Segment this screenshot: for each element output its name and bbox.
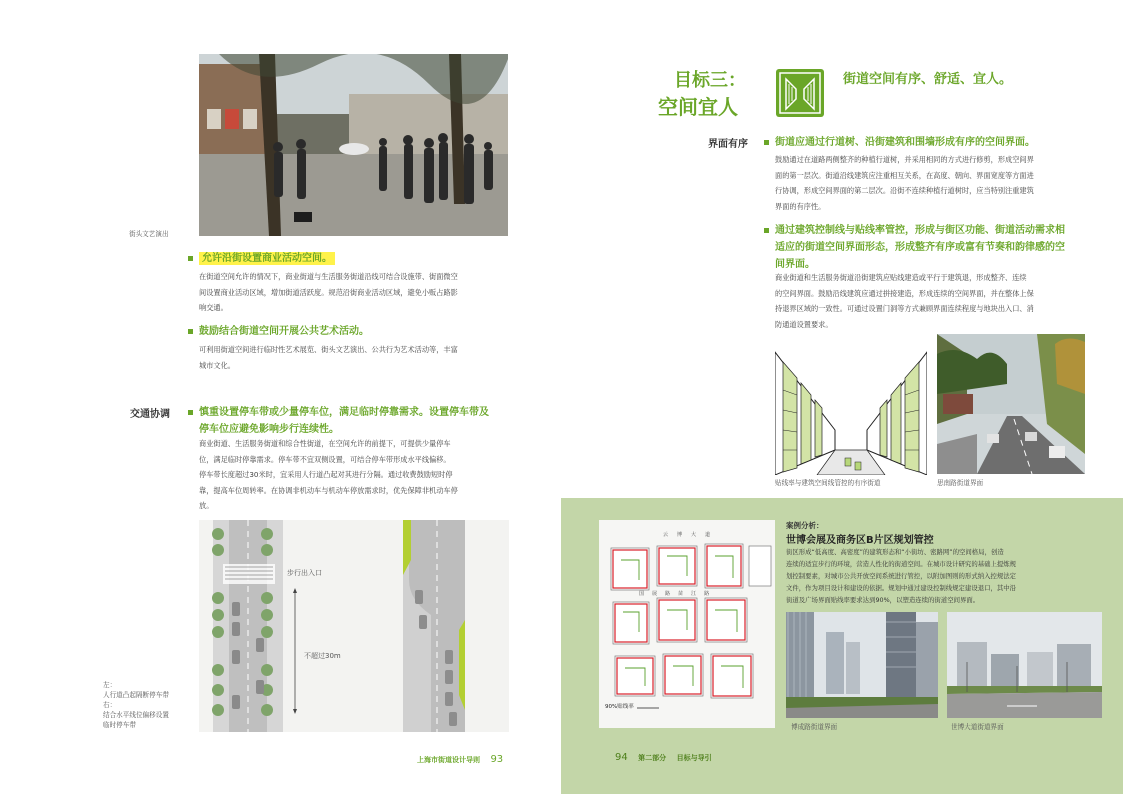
bocheng-road-photo (786, 612, 938, 718)
plan-legend-label: 90%贴线率 (605, 704, 634, 710)
bullet-square-icon (764, 140, 769, 145)
parking-diagram (199, 520, 509, 732)
interface-item2-body: 商业街道和生活服务街道沿街建筑应贴线建造或平行于建筑退，形成整齐、连续 的空间界面。鼓励沿线建筑应通过拼接建造，形成连续的空间界面，并在整体上保 持退界区域的一致性。可通过设置门洞等方式兼顾界面连续程度与地块出入口、消 防通道设置要求。 (775, 273, 1034, 329)
interface-label: 界面有序 (708, 139, 748, 150)
footer-section: 第二部分 (638, 754, 667, 762)
bullet-square-icon (188, 410, 193, 415)
plan-street-labels: 云博大道 (663, 532, 720, 538)
left-page (0, 0, 561, 794)
diagram-captions: 左： 人行道凸起隔断停车带 右： 结合水平线位偏移设置 临时停车带 (103, 681, 169, 729)
case-kicker: 案例分析： (786, 521, 824, 530)
item1-body: 在街道空间允许的情况下，商业街道与生活服务街道沿线可结合设施带、街面微空 间设置商业活动区域，增加街道活跃度。规范沿街商业活动区域，避免小贩占路影 响交通。 (199, 272, 458, 312)
expo-avenue-photo (947, 612, 1102, 718)
street-performance-photo (199, 54, 508, 236)
label-entrance: 步行出入口 (287, 569, 322, 577)
photo-caption: 街头文艺演出 (129, 230, 169, 238)
interface-item1-title: 街道应通过行道树、沿街建筑和围墙形成有序的空间界面。 (764, 134, 1035, 151)
street-perspective-icon (776, 69, 824, 117)
bullet-square-icon (764, 228, 769, 233)
plan-street-labels-mid: 国展路苗江路 (639, 591, 718, 597)
page-number: 93 (490, 754, 504, 765)
photo2-caption: 世博大道街道界面 (951, 723, 1004, 731)
goal-name: 空间宜人 (658, 95, 738, 119)
left-footer (417, 754, 503, 765)
caption-sketch: 贴线率与建筑空间线管控的有序街道 (775, 479, 881, 487)
label-length: 不超过30m (304, 652, 341, 660)
interface-item2-title: 通过建筑控制线与贴线率管控，形成与街区功能、街道活动需求相 适应的街道空间界面形态，形成整齐有序或富有节奏和韵律感的空 间界面。 (764, 222, 1094, 273)
footer-title: 上海市街道设计导则 (417, 756, 480, 764)
traffic-label: 交通协调 (130, 409, 170, 420)
photo1-caption: 博成路街道界面 (791, 723, 838, 731)
case-body: 街区形成“低高度、高密度”的建筑形态和“小街坊、密路网”的空间格局，创造 连续的适宜步行的环境，营造人性化的街道空间。在城市设计研究的基础上提炼规 划控制要素，对城市公共开放空间系统进行管控，以附加图则的形式纳入控规法定 文件，作为项目设计和建设的依据。规划中通过建设控制线规定建设退口，其中沿 街道及广场界面贴线率要求达到90%，以塑造连续的街道空间界面。 (786, 548, 1017, 604)
case-title: 世博会展及商务区B片区规划管控 (786, 535, 934, 546)
sinan-road-photo (937, 334, 1085, 474)
traffic-title: 慎重设置停车带或少量停车位，满足临时停靠需求。设置停车带及 停车位应避免影响步行连续性。 (188, 404, 508, 438)
page-number-right: 94 (615, 752, 628, 763)
ordered-street-sketch (775, 350, 927, 475)
bullet-square-icon (188, 256, 193, 261)
caption-street: 思南路街道界面 (937, 479, 984, 487)
interface-item1-body: 鼓励通过在道路两侧整齐的种植行道树，并采用相同的方式进行修剪，形成空间界 面的第一层次。街道沿线建筑应注重相互关系，在高度、朝向、界面宽度等方面进 行协调，形成空间界面的第二层次。沿街不连续种植行道树时，应当特别注重建筑 界面的有序性。 (775, 155, 1034, 211)
goal-slogan: 街道空间有序、舒适、宜人。 (843, 72, 1013, 87)
block-plan (599, 520, 775, 728)
item1-title: 允许沿街设置商业活动空间。 (188, 250, 335, 267)
item2-body: 可利用街道空间进行临时性艺术展览、街头文艺演出、公共行为艺术活动等，丰富 城市文化。 (199, 345, 458, 370)
bullet-square-icon (188, 329, 193, 334)
goal-label: 目标三： (674, 70, 746, 91)
footer-title-right: 目标与导引 (676, 754, 712, 762)
traffic-body: 商业街道、生活服务街道和综合性街道，在空间允许的前提下，可提供少量停车 位，满足临时停靠需求。停车带不宜双侧设置，可结合停车带形成水平线偏移。 停车带长度超过30米时，宜采用人行道凸起对其进行分隔。通过收费鼓励短时停 靠，提高车位周转率。在协调非机动车与机动车停放需求时，优先保障非机动车停 放。 (199, 439, 458, 510)
right-footer (615, 752, 712, 763)
case-study-box (561, 498, 1123, 794)
item2-title: 鼓励结合街道空间开展公共艺术活动。 (188, 323, 369, 340)
